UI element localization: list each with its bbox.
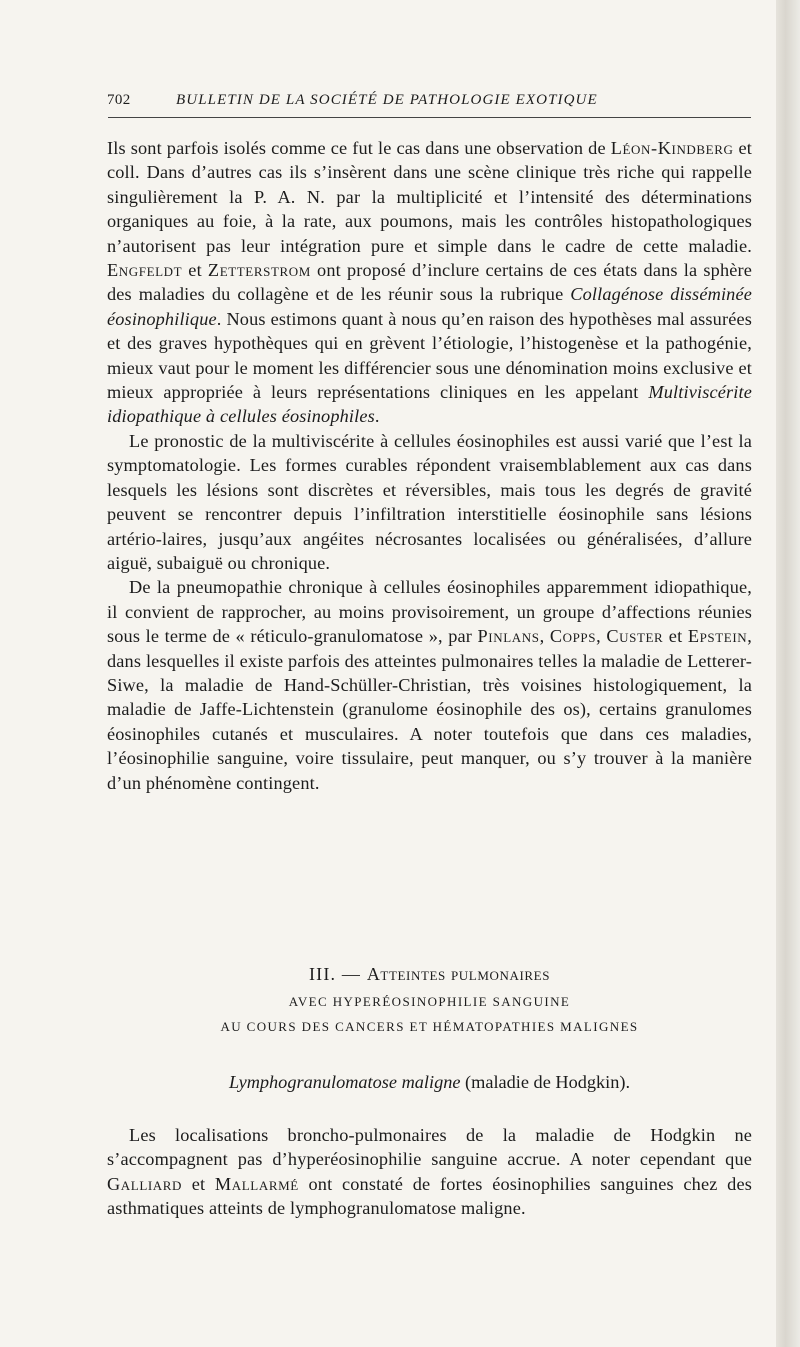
text-run: ont proposé d’inclure certains de ces états dans la sphère des maladies du collagène et de les réunir sous la rubrique — [107, 260, 752, 305]
paragraph-3 — [107, 575, 752, 795]
subsection-heading — [107, 1072, 752, 1093]
text-run: De la pneumopathie chronique à cellules éosinophiles apparemment idiopathique, il convient de rapprocher, au moins provisoirement, un groupe d’affections réunies sous le terme de « réticulo-granulomatose », par — [107, 577, 752, 647]
body-text-top — [107, 136, 752, 795]
paragraph-1 — [107, 136, 752, 429]
text-run: et — [182, 1173, 215, 1194]
text-run: et coll. Dans d’autres cas ils s’insèrent dans une scène clinique très riche qui rappelle singulièrement la P. A. N. par la multiplicité et l’intensité des déterminations organiques au foie, à la rate, aux poumons, mais les contrôles histopathologiques n’autorisent pas leur intégration pure et simple dans le cadre de cette maladie. — [107, 138, 752, 256]
text-run: . — [374, 406, 380, 427]
journal-title: BULLETIN DE LA SOCIÉTÉ DE PATHOLOGIE EXOTIQUE — [176, 92, 598, 108]
page-number: 702 — [107, 92, 131, 108]
paragraph-4 — [107, 1123, 752, 1221]
text-run: . Nous estimons quant à nous qu’en raison des hypothèses mal assurées et des graves hypothèques qui en grèvent l’étiologie, l’histogenèse et la pathogénie, mieux vaut pour le moment les différencier sous une dénomination moins exclusive et mieux appropriée à leurs représentations cliniques en les appelant — [107, 308, 752, 403]
header-rule — [108, 117, 751, 118]
italic-term: Collagénose disséminée éosinophilique — [107, 284, 752, 329]
text-run: , dans lesquelles il existe parfois des atteintes pulmonaires telles la maladie de Letterer-Siwe, la maladie de Hand-Schüller-Christian, très voisines histologiquement, la maladie de Jaffe-Lichtenstein (granulome éosinophile des os), certains granulomes éosinophiles cutanés et musculaires. A noter toutefois que dans ces maladies, l’éosinophilie sanguine, voire tissulaire, peut manquer, ou s’y trouver à la manière d’un phénomène contingent. — [107, 626, 752, 793]
author-name: Mallarmé — [214, 1173, 299, 1194]
text-run: et — [182, 260, 208, 281]
section-title-line-1: Atteintes pulmonaires — [366, 964, 551, 984]
paragraph-2: Le pronostic de la multiviscérite à cellules éosinophiles est aussi varié que l’est la symptomatologie. Les formes curables répondent vraisemblablement aux cas dans lesquels les lésions sont discrètes et réversibles, mais tous les degrés de gravité peuvent se rencontrer depuis l’infiltration interstitielle éosinophile sans lésions artério-laires, jusqu’aux angéites nécrosantes localisées ou généralisées, d’allure aiguë, subaiguë ou chronique. — [107, 430, 752, 573]
text-run: et — [663, 626, 688, 647]
section-numeral: III. — — [308, 964, 362, 984]
subsection-title-rest: (maladie de Hodgkin). — [460, 1072, 631, 1092]
body-text-bottom — [107, 1123, 752, 1221]
author-name: Copps — [549, 626, 597, 647]
author-name: Custer — [606, 626, 664, 647]
text-run: ont constaté de fortes éosinophilies sanguines chez des asthmatiques atteints de lymphogranulomatose maligne. — [107, 1173, 752, 1219]
section-heading — [107, 964, 752, 985]
section-title-line-3: AU COURS DES CANCERS ET HÉMATOPATHIES MALIGNES — [220, 1019, 639, 1034]
text-run: Les localisations broncho-pulmonaires de la maladie de Hodgkin ne s’accompagnent pas d’hyperéosinophilie sanguine accrue. A noter cependant que — [107, 1125, 752, 1170]
author-name: Epstein — [687, 626, 748, 647]
text-run: Ils sont parfois isolés comme ce fut le cas dans une observation de — [107, 138, 611, 158]
author-name: Léon-Kindberg — [610, 138, 734, 158]
author-name: Pinlans — [477, 626, 540, 647]
author-name: Engfeldt — [107, 260, 183, 281]
page-edge — [776, 0, 800, 1347]
section-title-line-2: AVEC HYPERÉOSINOPHILIE SANGUINE — [288, 994, 571, 1009]
author-name: Zetterstrom — [207, 260, 311, 281]
author-name: Galliard — [107, 1173, 183, 1194]
text-run: , — [539, 626, 550, 647]
subsection-title-italic: Lymphogranulomatose maligne — [228, 1072, 461, 1092]
text-run: , — [596, 626, 607, 647]
italic-term: Multiviscérite idiopathique à cellules éosinophiles — [107, 382, 752, 427]
